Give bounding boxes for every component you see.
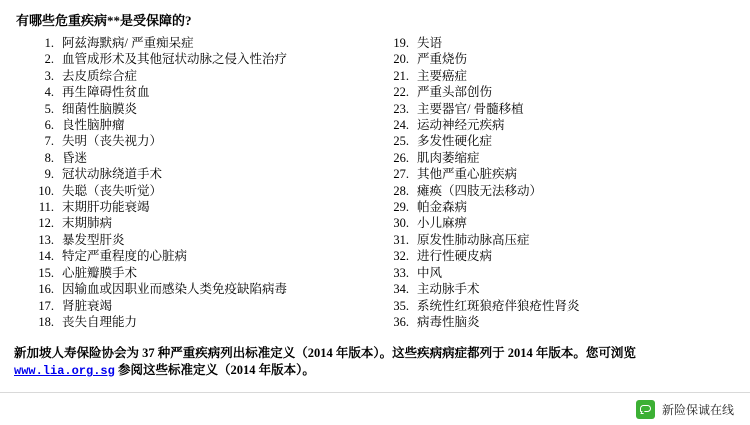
item-number: 12.	[38, 216, 54, 231]
item-number: 15.	[38, 265, 54, 280]
item-label: 心脏瓣膜手术	[62, 265, 138, 280]
item-label: 失聪（丧失听觉）	[62, 183, 163, 198]
list-item	[14, 84, 375, 100]
item-number: 5.	[44, 101, 54, 116]
list-item	[375, 199, 736, 215]
account-badge[interactable]	[636, 400, 734, 419]
item-number: 32.	[393, 249, 409, 264]
list-item	[14, 68, 375, 84]
item-number: 30.	[393, 216, 409, 231]
item-number: 18.	[38, 314, 54, 329]
list-item	[375, 84, 736, 100]
item-label: 原发性肺动脉高压症	[417, 232, 530, 247]
list-item	[375, 117, 736, 133]
list-item	[14, 215, 375, 231]
item-label: 运动神经元疾病	[417, 118, 505, 133]
item-number: 1.	[44, 36, 54, 50]
list-item	[14, 51, 375, 67]
list-item	[14, 281, 375, 297]
item-number: 29.	[393, 200, 409, 215]
item-label: 去皮质综合症	[62, 68, 138, 83]
list-item	[375, 183, 736, 199]
list-item	[14, 166, 375, 182]
item-number: 35.	[393, 298, 409, 313]
item-number: 33.	[393, 265, 409, 280]
item-label: 暴发型肝炎	[62, 232, 125, 247]
list-item	[375, 101, 736, 117]
item-number: 4.	[44, 85, 54, 100]
footnote	[14, 345, 736, 380]
item-label: 主动脉手术	[417, 282, 480, 297]
item-label: 病毒性脑炎	[417, 314, 480, 329]
item-number: 20.	[393, 52, 409, 67]
item-number: 3.	[44, 68, 54, 83]
list-item	[375, 51, 736, 67]
item-label: 细菌性脑膜炎	[62, 101, 138, 116]
item-label: 主要器官/ 骨髓移植	[417, 101, 524, 116]
item-label: 肌肉萎缩症	[417, 150, 480, 165]
disease-list-columns	[14, 35, 736, 330]
list-item	[14, 150, 375, 166]
item-number: 23.	[393, 101, 409, 116]
list-item	[14, 199, 375, 215]
footer-bar	[0, 393, 750, 425]
item-label: 主要癌症	[417, 68, 468, 83]
item-label: 昏迷	[62, 150, 88, 165]
item-label: 肾脏衰竭	[62, 298, 113, 313]
item-label: 小儿麻痹	[417, 216, 468, 231]
list-item	[375, 298, 736, 314]
item-number: 6.	[44, 118, 54, 133]
item-label: 良性脑肿瘤	[62, 118, 125, 133]
item-label: 瘫痪（四肢无法移动）	[417, 183, 543, 198]
item-number: 17.	[38, 298, 54, 313]
item-label: 失语	[417, 36, 443, 50]
item-label: 严重头部创伤	[417, 85, 493, 100]
item-number: 19.	[393, 36, 409, 50]
list-item	[14, 133, 375, 149]
list-item	[375, 248, 736, 264]
item-number: 10.	[38, 183, 54, 198]
list-item	[375, 68, 736, 84]
item-number: 31.	[393, 232, 409, 247]
list-item	[375, 133, 736, 149]
item-label: 严重烧伤	[417, 52, 468, 67]
item-number: 34.	[393, 282, 409, 297]
list-item	[14, 298, 375, 314]
item-number: 26.	[393, 150, 409, 165]
list-item	[14, 265, 375, 281]
list-item	[14, 101, 375, 117]
item-label: 末期肝功能衰竭	[62, 200, 150, 215]
item-label: 多发性硬化症	[417, 134, 493, 149]
list-item	[14, 183, 375, 199]
item-number: 13.	[38, 232, 54, 247]
list-item	[375, 35, 736, 51]
list-item	[14, 314, 375, 330]
list-left	[14, 35, 375, 330]
item-number: 36.	[393, 314, 409, 329]
item-number: 22.	[393, 85, 409, 100]
account-name: 新险保诚在线	[661, 402, 734, 417]
item-label: 失明（丧失视力）	[62, 134, 163, 149]
list-item	[375, 232, 736, 248]
list-item	[375, 281, 736, 297]
footnote-text-after: 参阅这些标准定义（2014 年版本）。	[114, 363, 315, 377]
list-item	[375, 166, 736, 182]
item-number: 24.	[393, 118, 409, 133]
item-number: 28.	[393, 183, 409, 198]
item-label: 血管成形术及其他冠状动脉之侵入性治疗	[62, 52, 288, 67]
item-number: 8.	[44, 150, 54, 165]
footnote-text-before: 新加坡人寿保险协会为 37 种严重疾病列出标准定义（2014 年版本）。这些疾病病症都列于 2014 年版本。您可浏览	[14, 346, 636, 360]
item-number: 21.	[393, 68, 409, 83]
disease-list-right	[375, 35, 736, 330]
item-number: 7.	[44, 134, 54, 149]
list-item	[375, 265, 736, 281]
wechat-icon	[636, 400, 655, 419]
item-number: 27.	[393, 167, 409, 182]
list-item	[375, 314, 736, 330]
item-label: 系统性红斑狼疮伴狼疮性肾炎	[417, 298, 580, 313]
disease-list-left	[14, 35, 375, 330]
item-number: 14.	[38, 249, 54, 264]
item-number: 16.	[38, 282, 54, 297]
list-item	[14, 35, 375, 51]
item-number: 2.	[44, 52, 54, 67]
item-label: 冠状动脉绕道手术	[62, 167, 163, 182]
item-label: 进行性硬皮病	[417, 249, 493, 264]
item-number: 11.	[38, 200, 54, 215]
list-item	[375, 215, 736, 231]
page-title: 有哪些危重疾病**是受保障的?	[16, 13, 192, 28]
list-item	[14, 117, 375, 133]
item-label: 其他严重心脏疾病	[417, 167, 518, 182]
list-item	[14, 248, 375, 264]
list-item	[375, 150, 736, 166]
item-label: 中风	[417, 265, 443, 280]
item-label: 阿兹海默病/ 严重痴呆症	[62, 36, 194, 50]
item-label: 再生障碍性贫血	[62, 85, 150, 100]
item-label: 因输血或因职业而感染人类免疫缺陷病毒	[62, 282, 288, 297]
item-label: 末期肺病	[62, 216, 113, 231]
list-item	[14, 232, 375, 248]
item-number: 9.	[44, 167, 54, 182]
list-right	[375, 35, 736, 330]
item-label: 帕金森病	[417, 200, 468, 215]
item-label: 丧失自理能力	[62, 314, 138, 329]
lia-website-link[interactable]: www.lia.org.sg	[14, 364, 115, 378]
item-number: 25.	[393, 134, 409, 149]
item-label: 特定严重程度的心脏病	[62, 249, 188, 264]
